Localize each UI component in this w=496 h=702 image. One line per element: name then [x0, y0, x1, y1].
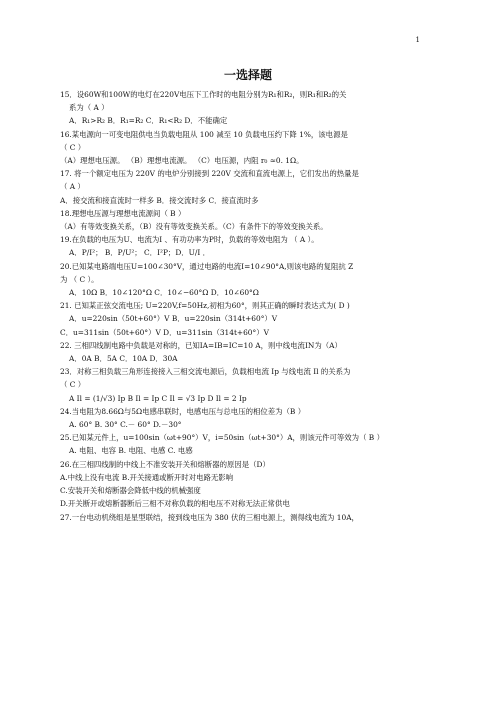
text-line: （A）有等效变换关系，（B）没有等效变换关系。（C）有条件下的等效变换关系。	[60, 222, 328, 232]
text-line: A Il = (1/√3) Ip B Il = Ip C Il = √3 Ip D Il = 2 Ip	[69, 393, 247, 403]
text-line: 27.一台电动机绕组是星型联结，接到线电压为 380 伏的三相电源上，测得线电流为 10A，	[60, 512, 359, 522]
text-line: 23．对称三相负载三角形连接接入三相交流电源后，负载相电流 Ip 与线电流 Il 的关系为	[60, 367, 351, 377]
page-number: 1	[415, 36, 420, 44]
text-line: 19.在负载的电压为U、电流为I 、有功功率为P时，负载的等效电阻为 （ A ）。	[60, 235, 319, 245]
text-line: A．接交流和接直流时一样多 B．接交流时多 C．接直流时多	[60, 195, 259, 205]
section-title: 一选择题	[223, 68, 272, 82]
text-line: 24.当电阻为8.66Ω与5Ω电感串联时，电感电压与总电压的相位差为（B ）	[60, 406, 306, 416]
text-line: 21. 已知某正弦交流电压; U=220V,f=50Hz,初相为60°，则其正确的瞬时表达式为( D )	[60, 301, 350, 311]
text-line: A.中线上没有电流 B.开关接通或断开时对电路无影响	[60, 472, 234, 482]
text-line: D.开关断开或熔断器断后三相不对称负载的相电压不对称无法正常供电	[60, 499, 290, 509]
text-line: 系为（ A ）	[69, 103, 109, 113]
text-line: A．10Ω B．10∠120°Ω C．10∠−60°Ω D．10∠60°Ω	[69, 288, 259, 298]
text-line: （ A ）	[60, 182, 85, 192]
text-line: 25.已知某元件上，u=100sin（ωt+90°）V，i=50sin（ωt+30°）A，则该元件可等效为（ B ）	[60, 433, 384, 443]
text-line: 20.已知某电路端电压U=100∠30°V，通过电路的电流I=10∠90°A,则该电路的复阻抗 Z	[60, 261, 354, 271]
text-line: 22. 三相四线制电路中负载是对称的，已知IA=IB=IC=10 A，则中线电流IN为（A）	[60, 340, 342, 350]
text-line: （A）理想电压源。 （B）理想电流源。 （C）电压源，内阻 r₀ ≈0. 1Ω。	[60, 156, 304, 166]
text-line: A．u=220sin（50t+60°）V B．u=220sin（314t+60°）V	[69, 314, 278, 324]
text-line: C.安装开关和熔断器会降低中线的机械强度	[60, 486, 201, 496]
text-line: A．0A B．5A C．10A D．30A	[69, 354, 178, 364]
text-line: （ C ）	[60, 142, 86, 152]
text-line: A．R₁>R₂ B．R₁=R₂ C．R₁<R₂ D．不能确定	[69, 116, 228, 126]
text-line: 15．设60W和100W的电灯在220V电压下工作时的电阻分别为R₁和R₂，则R₁和R₂的关	[60, 90, 347, 99]
text-line: A. 60° B. 30° C.－ 60° D.－30°	[69, 420, 182, 430]
text-line: 16.某电源向一可变电阻供电当负载电阻从 100 减至 10 负载电压约下降 1%，该电源是	[60, 129, 348, 139]
text-line: 18.理想电压源与理想电流源间（ B ）	[60, 208, 186, 218]
text-line: （ C ）	[60, 380, 86, 390]
text-line: C．u=311sin（50t+60°）V D．u=311sin（314t+60°）V	[60, 327, 269, 337]
text-line: A．P/I²； B．P/U²； C．I²P；D．U/I ．	[69, 248, 211, 258]
text-line: 17. 将一个额定电压为 220V 的电炉分别接到 220V 交流和直流电源上，它们发出的热量是	[60, 169, 359, 179]
text-line: 26.在三相四线制的中线上不准安装开关和熔断器的原因是（D）	[60, 459, 270, 469]
text-line: 为 （ C ）。	[60, 274, 99, 284]
question-text	[60, 88, 450, 524]
text-line: A. 电阻、电容 B. 电阻、电感 C. 电感	[69, 446, 193, 456]
